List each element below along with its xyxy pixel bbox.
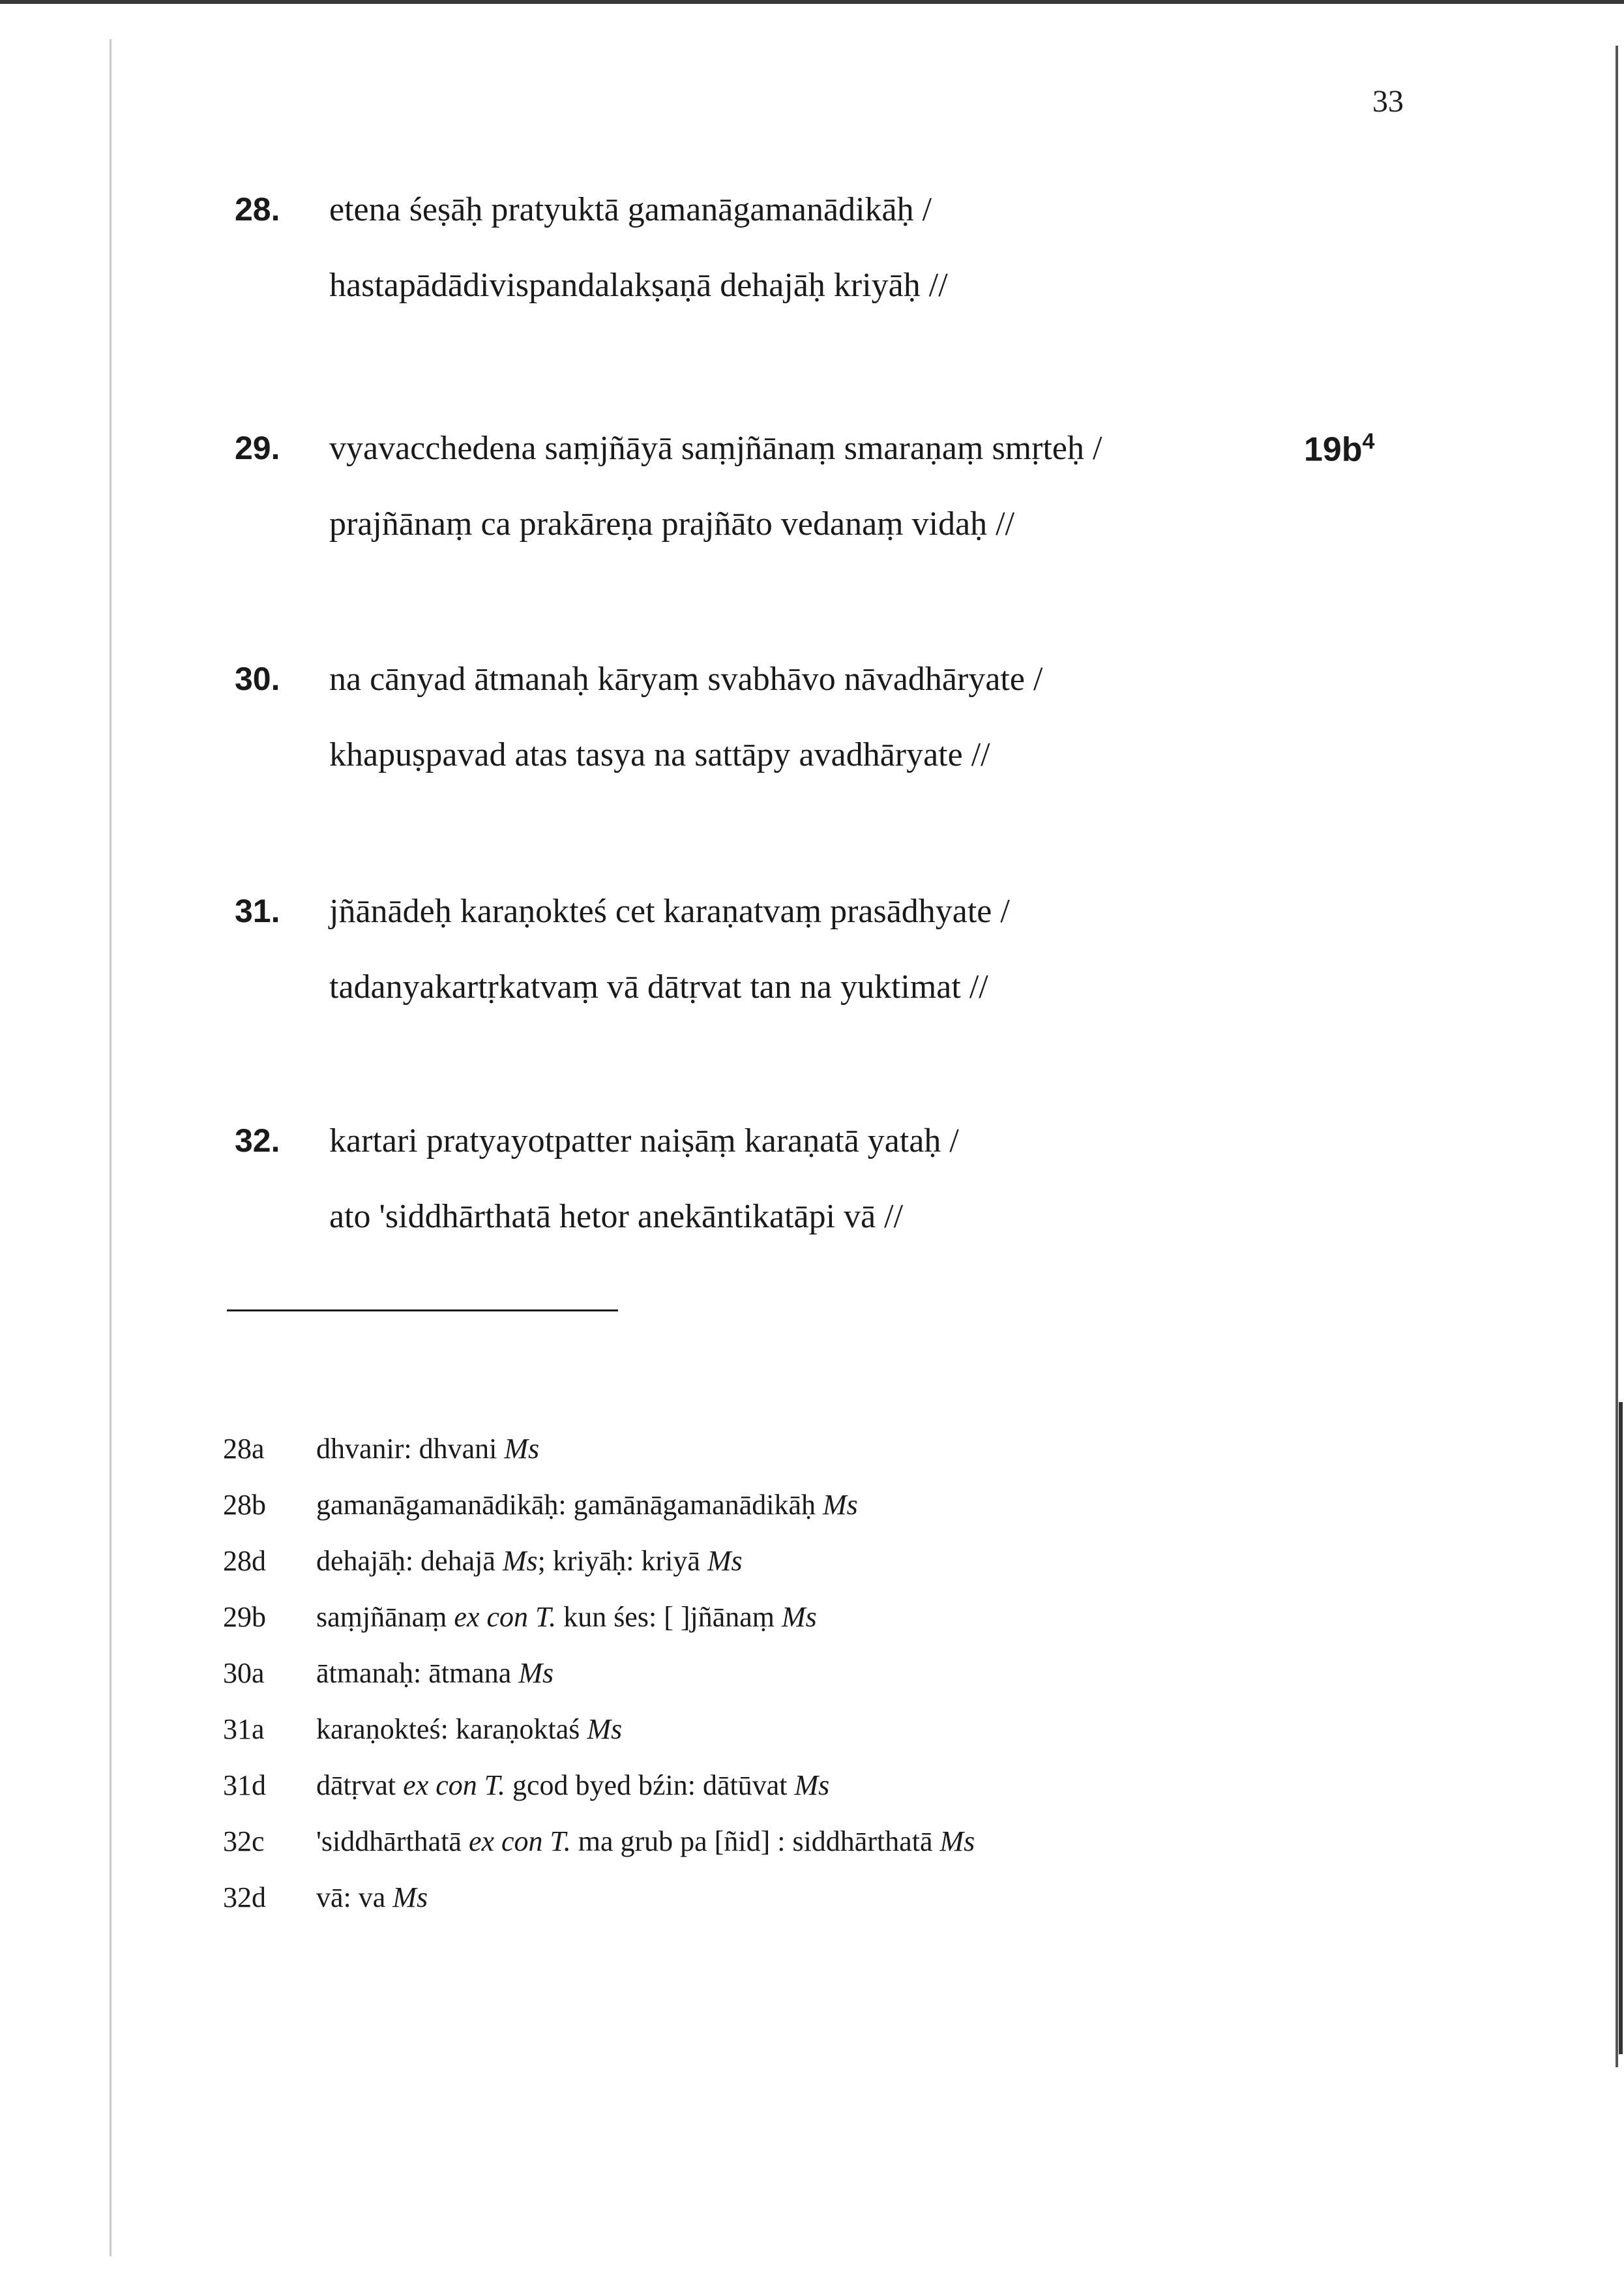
verse-number: 29.	[235, 430, 280, 466]
footnote-ref: 31a	[223, 1713, 265, 1745]
page-left-edge	[110, 39, 111, 2256]
footnote-text: 'siddhārthatā ex con T. ma grub pa [ñid] : siddhārthatā Ms	[316, 1825, 975, 1857]
verse-number: 28.	[235, 191, 280, 228]
verse-number: 31.	[235, 893, 280, 929]
page-right-edge	[1616, 46, 1618, 2067]
footnote-text: dhvanir: dhvani Ms	[316, 1433, 540, 1465]
margin-folio-ref	[1304, 429, 1375, 469]
footnote-ref: 32c	[223, 1825, 265, 1857]
footnote-ref: 29b	[223, 1601, 266, 1633]
footnote-text: ātmanaḥ: ātmana Ms	[316, 1657, 554, 1689]
verse-line-2: tadanyakartṛkatvaṃ vā dātṛvat tan na yuktimat //	[329, 968, 988, 1006]
verse-line-2: hastapādādivispandalakṣaṇā dehajāḥ kriyāḥ //	[329, 267, 948, 304]
page-top-edge	[0, 0, 1624, 4]
footnote-text: dātṛvat ex con T. gcod byed bźin: dātūvat Ms	[316, 1769, 830, 1801]
verse-line-2: khapuṣpavad atas tasya na sattāpy avadhāryate //	[329, 736, 990, 773]
footnote-ref: 28b	[223, 1489, 266, 1521]
verse-line-2: prajñānaṃ ca prakāreṇa prajñāto vedanaṃ vidaḥ //	[329, 505, 1015, 543]
margin-folio-ref-main: 19b	[1304, 430, 1363, 469]
verse-number: 30.	[235, 661, 280, 697]
verse-line-2: ato 'siddhārthatā hetor anekāntikatāpi vā //	[329, 1198, 904, 1235]
footnote-ref: 28d	[223, 1545, 266, 1577]
page-right-edge-dark	[1619, 1402, 1623, 2054]
footnote-ref: 30a	[223, 1657, 265, 1689]
verse-line-1: na cānyad ātmanaḥ kāryaṃ svabhāvo nāvadhāryate /	[329, 661, 1043, 698]
margin-folio-ref-sup: 4	[1362, 429, 1375, 454]
footnote-text: vā: va Ms	[316, 1881, 428, 1913]
footnote-text: saṃjñānaṃ ex con T. kun śes: [ ]jñānaṃ Ms	[316, 1601, 817, 1633]
footnote-divider	[227, 1309, 618, 1311]
verse-line-1: jñānādeḥ karaṇokteś cet karaṇatvaṃ prasādhyate /	[329, 893, 1010, 930]
footnote-ref: 28a	[223, 1433, 265, 1465]
footnote-text: karaṇokteś: karaṇoktaś Ms	[316, 1713, 623, 1745]
footnote-ref: 32d	[223, 1881, 266, 1913]
verse-line-1: kartari pratyayotpatter naiṣāṃ karaṇatā yataḥ /	[329, 1122, 959, 1159]
footnote-text: gamanāgamanādikāḥ: gamānāgamanādikāḥ Ms	[316, 1489, 858, 1521]
footnote-text: dehajāḥ: dehajā Ms; kriyāḥ: kriyā Ms	[316, 1545, 743, 1577]
verse-line-1: vyavacchedena saṃjñāyā saṃjñānaṃ smaraṇaṃ smṛteḥ /	[329, 430, 1102, 467]
verse-number: 32.	[235, 1122, 280, 1159]
page-number: 33	[1372, 84, 1404, 119]
verse-line-1: etena śeṣāḥ pratyuktā gamanāgamanādikāḥ /	[329, 191, 932, 228]
footnote-ref: 31d	[223, 1769, 266, 1801]
